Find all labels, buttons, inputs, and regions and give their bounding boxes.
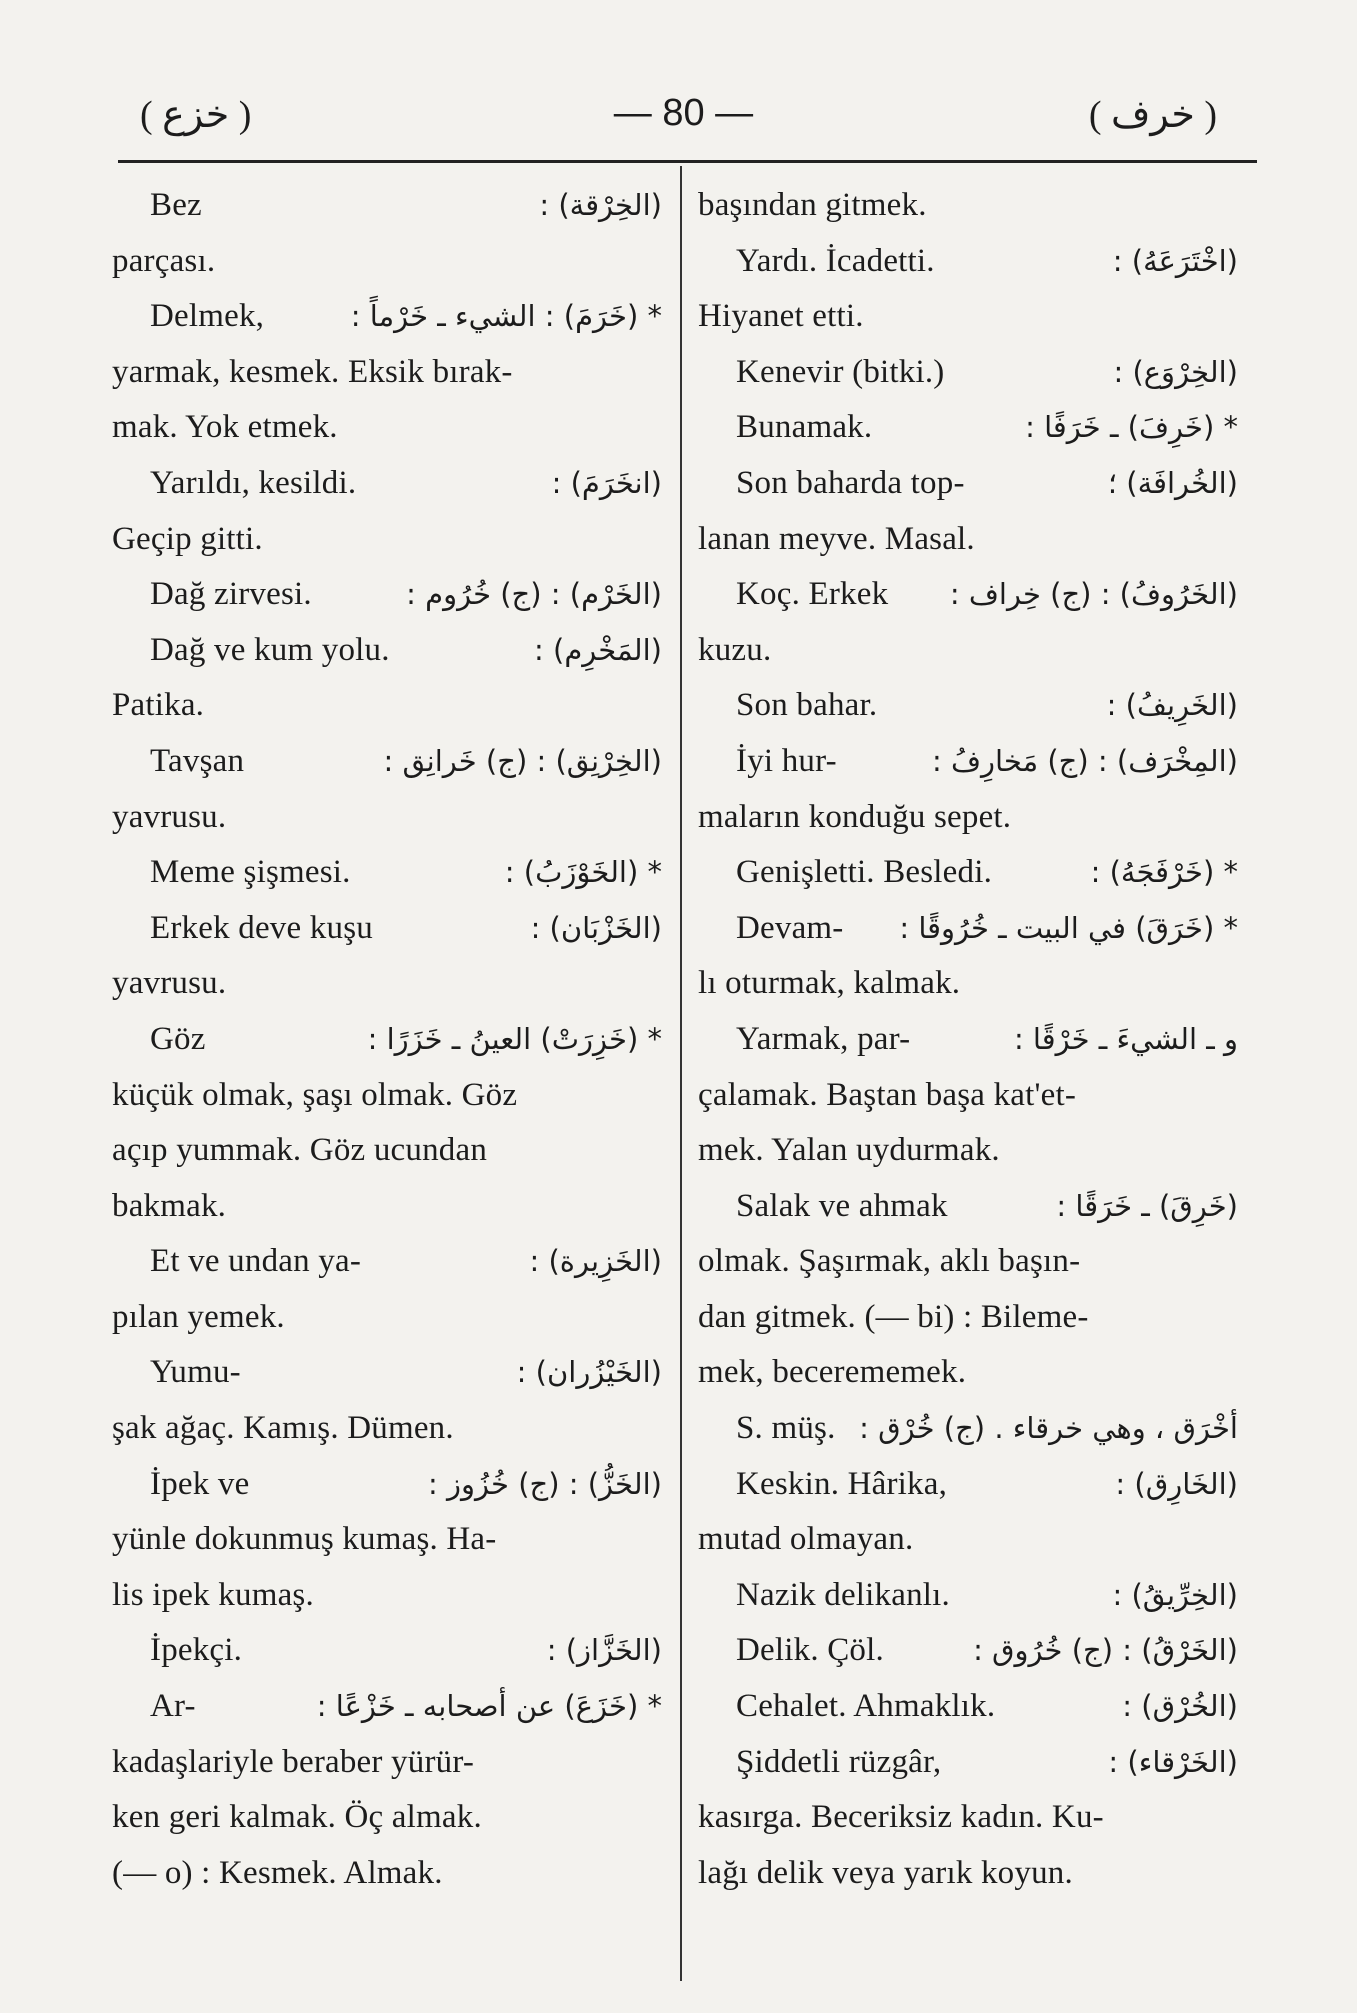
turkish-text: Tavşan xyxy=(150,742,245,779)
dictionary-line xyxy=(112,1846,662,1902)
dictionary-line xyxy=(698,234,1238,290)
turkish-text: dan gitmek. (— bi) : Bileme- xyxy=(698,1298,1089,1335)
dictionary-line xyxy=(112,1401,662,1457)
turkish-text: Delmek, xyxy=(150,298,265,335)
turkish-text: (— o) : Kesmek. Almak. xyxy=(112,1854,443,1891)
turkish-text: İpekçi. xyxy=(150,1632,243,1669)
right-guide-word: ( خرف ) xyxy=(1088,94,1217,136)
dictionary-line xyxy=(698,567,1238,623)
dictionary-line xyxy=(698,956,1238,1012)
turkish-text: Şiddetli rüzgâr, xyxy=(736,1743,942,1780)
turkish-text: Son baharda top- xyxy=(736,464,965,501)
turkish-text: kuzu. xyxy=(698,631,772,668)
dictionary-line xyxy=(112,1457,662,1513)
dictionary-line xyxy=(112,1679,662,1735)
dictionary-line xyxy=(112,512,662,568)
dictionary-line xyxy=(698,1457,1238,1513)
turkish-text: ken geri kalmak. Öç almak. xyxy=(112,1799,482,1836)
dictionary-line xyxy=(698,790,1238,846)
arabic-headword: (انخَرَمَ) : xyxy=(551,465,662,500)
turkish-text: mak. Yok etmek. xyxy=(112,409,338,446)
turkish-text: Erkek deve kuşu xyxy=(150,909,373,946)
turkish-text: lağı delik veya yarık koyun. xyxy=(698,1854,1073,1891)
dictionary-line xyxy=(698,1012,1238,1068)
dictionary-line xyxy=(698,1846,1238,1902)
arabic-headword: (الخُرافَة) ؛ xyxy=(1107,465,1238,500)
turkish-text: lı oturmak, kalmak. xyxy=(698,965,961,1002)
turkish-text: Cehalet. Ahmaklık. xyxy=(736,1688,996,1725)
turkish-text: şak ağaç. Kamış. Dümen. xyxy=(112,1410,454,1447)
arabic-headword: (الخَرُوفُ) : (ج) خِراف : xyxy=(949,577,1238,612)
dictionary-line xyxy=(112,1123,662,1179)
dictionary-line xyxy=(112,400,662,456)
turkish-text: çalamak. Baştan başa kat'et- xyxy=(698,1076,1077,1113)
arabic-headword: * (خَزَعَ) عن أصحابه ـ خَزْعًا : xyxy=(316,1689,662,1724)
dictionary-line xyxy=(112,1179,662,1235)
turkish-text: kadaşlariyle beraber yürür- xyxy=(112,1743,475,1780)
dictionary-line xyxy=(112,567,662,623)
turkish-text: İyi hur- xyxy=(736,742,837,779)
arabic-headword: (المِخْرَف) : (ج) مَخارِفُ : xyxy=(932,743,1238,778)
dictionary-line xyxy=(112,1623,662,1679)
dictionary-line xyxy=(698,512,1238,568)
arabic-headword: أخْرَق ، وهي خرقاء . (ج) خُرْق : xyxy=(859,1411,1238,1446)
turkish-text: yavrusu. xyxy=(112,798,227,835)
dictionary-line xyxy=(112,1012,662,1068)
turkish-text: parçası. xyxy=(112,242,216,279)
turkish-text: Yumu- xyxy=(150,1354,241,1391)
arabic-headword: (الخَرْم) : (ج) خُرُوم : xyxy=(406,577,662,612)
turkish-text: açıp yummak. Göz ucundan xyxy=(112,1132,488,1169)
dictionary-line xyxy=(112,678,662,734)
arabic-headword: (الخَارِق) : xyxy=(1115,1466,1238,1501)
dictionary-line xyxy=(112,901,662,957)
turkish-text: mutad olmayan. xyxy=(698,1521,914,1558)
turkish-text: Devam- xyxy=(736,909,844,946)
dictionary-line xyxy=(112,1735,662,1791)
turkish-text: kasırga. Beceriksiz kadın. Ku- xyxy=(698,1799,1104,1836)
dictionary-line xyxy=(698,289,1238,345)
turkish-text: Patika. xyxy=(112,687,205,724)
arabic-headword: (الخِرْقة) : xyxy=(539,188,662,222)
turkish-text: lis ipek kumaş. xyxy=(112,1576,314,1613)
dictionary-line xyxy=(112,345,662,401)
arabic-headword: * (خَرْفَجَهُ) : xyxy=(1090,855,1238,890)
turkish-text: Nazik delikanlı. xyxy=(736,1576,950,1613)
arabic-headword: (الخَزِيرة) : xyxy=(529,1244,662,1279)
turkish-text: Kenevir (bitki.) xyxy=(736,353,945,390)
dictionary-line xyxy=(698,1290,1238,1346)
turkish-text: Meme şişmesi. xyxy=(150,854,351,891)
dictionary-line xyxy=(112,623,662,679)
arabic-headword: (الخَزْبَان) : xyxy=(530,910,662,945)
turkish-text: Genişletti. Besledi. xyxy=(736,854,993,891)
turkish-text: Dağ ve kum yolu. xyxy=(150,631,390,668)
dictionary-line xyxy=(698,1623,1238,1679)
turkish-text: Bez xyxy=(150,187,202,223)
dictionary-line xyxy=(698,1512,1238,1568)
dictionary-line xyxy=(698,1123,1238,1179)
turkish-text: Salak ve ahmak xyxy=(736,1187,948,1224)
dictionary-line xyxy=(698,623,1238,679)
dictionary-line xyxy=(112,1068,662,1124)
dictionary-line xyxy=(698,456,1238,512)
dictionary-line xyxy=(698,1679,1238,1735)
dictionary-line xyxy=(112,289,662,345)
turkish-text: olmak. Şaşırmak, aklı başın- xyxy=(698,1243,1081,1280)
turkish-text: yünle dokunmuş kumaş. Ha- xyxy=(112,1521,497,1558)
arabic-headword: (خَرِقَ) ـ خَرَقًا : xyxy=(1056,1188,1238,1223)
arabic-headword: * (خَرَمَ) : الشيء ـ خَرْماً : xyxy=(350,299,662,334)
turkish-text: Yarıldı, kesildi. xyxy=(150,464,357,501)
dictionary-line xyxy=(698,400,1238,456)
turkish-text: mek, becerememek. xyxy=(698,1354,967,1391)
turkish-text: mek. Yalan uydurmak. xyxy=(698,1132,1000,1169)
dictionary-line xyxy=(112,1568,662,1624)
turkish-text: yavrusu. xyxy=(112,965,227,1002)
dictionary-line xyxy=(698,1790,1238,1846)
turkish-text: Yardı. İcadetti. xyxy=(736,242,935,279)
dictionary-line xyxy=(698,1345,1238,1401)
dictionary-line xyxy=(698,734,1238,790)
dictionary-line xyxy=(112,790,662,846)
dictionary-line xyxy=(698,1568,1238,1624)
arabic-headword: (الخَرْقاء) : xyxy=(1108,1744,1238,1779)
turkish-text: bakmak. xyxy=(112,1187,227,1224)
arabic-headword: (الخَرِيفُ) : xyxy=(1106,688,1238,723)
turkish-text: Delik. Çöl. xyxy=(736,1632,884,1669)
page-number: — 80 — xyxy=(613,92,754,134)
dictionary-line xyxy=(698,178,1238,234)
left-guide-word: ( خزع ) xyxy=(140,94,252,136)
turkish-text: Hiyanet etti. xyxy=(698,298,864,335)
turkish-text: küçük olmak, şaşı olmak. Göz xyxy=(112,1076,518,1113)
dictionary-line xyxy=(698,678,1238,734)
arabic-headword: (اخْتَرَعَهُ) : xyxy=(1112,243,1238,278)
turkish-text: Dağ zirvesi. xyxy=(150,576,312,613)
turkish-text: Et ve undan ya- xyxy=(150,1243,362,1280)
dictionary-line xyxy=(112,1512,662,1568)
right-column xyxy=(698,178,1238,1968)
turkish-text: İpek ve xyxy=(150,1465,250,1502)
turkish-text: maların konduğu sepet. xyxy=(698,798,1012,835)
dictionary-line xyxy=(112,1234,662,1290)
turkish-text: başından gitmek. xyxy=(698,187,927,223)
column-divider xyxy=(680,166,682,1981)
arabic-headword: (الخِرْنِق) : (ج) خَرانِق : xyxy=(383,743,662,778)
page-header xyxy=(120,92,1247,152)
dictionary-line xyxy=(112,234,662,290)
arabic-headword: (الخِرْوَع) : xyxy=(1113,354,1238,389)
turkish-text: Yarmak, par- xyxy=(736,1020,911,1057)
dictionary-line xyxy=(112,734,662,790)
dictionary-line xyxy=(112,1790,662,1846)
dictionary-line xyxy=(698,1735,1238,1791)
turkish-text: Keskin. Hârika, xyxy=(736,1465,948,1502)
dictionary-line xyxy=(698,845,1238,901)
arabic-headword: * (خَرِفَ) ـ خَرَفًا : xyxy=(1025,410,1238,445)
dictionary-line xyxy=(698,345,1238,401)
arabic-headword: (الخَيْزُران) : xyxy=(516,1355,662,1390)
dictionary-line xyxy=(112,178,662,234)
turkish-text: S. müş. xyxy=(736,1410,836,1447)
header-rule xyxy=(118,160,1257,163)
dictionary-line xyxy=(112,845,662,901)
arabic-headword: (الخَزَّاز) : xyxy=(546,1633,662,1668)
turkish-text: Son bahar. xyxy=(736,687,878,724)
arabic-headword: * (خَرَقَ) في البيت ـ خُرُوقًا : xyxy=(899,910,1238,945)
dictionary-line xyxy=(112,1290,662,1346)
turkish-text: lanan meyve. Masal. xyxy=(698,520,975,557)
arabic-headword: (الخِرِّيقُ) : xyxy=(1112,1577,1238,1612)
turkish-text: yarmak, kesmek. Eksik bırak- xyxy=(112,353,513,390)
dictionary-line xyxy=(698,1234,1238,1290)
turkish-text: Geçip gitti. xyxy=(112,520,263,557)
dictionary-line xyxy=(698,1401,1238,1457)
arabic-headword: * (الخَوْزَبُ) : xyxy=(504,855,662,890)
arabic-headword: * (خَزِرَتْ) العينُ ـ خَزَرًا : xyxy=(367,1021,662,1056)
arabic-headword: (الخَزُّ) : (ج) خُزُوز : xyxy=(428,1466,662,1501)
arabic-headword: (الخُرْق) : xyxy=(1122,1689,1238,1724)
turkish-text: Bunamak. xyxy=(736,409,873,446)
dictionary-line xyxy=(698,1068,1238,1124)
dictionary-line xyxy=(112,1345,662,1401)
arabic-headword: (الخَرْقُ) : (ج) خُرُوق : xyxy=(973,1633,1238,1668)
dictionary-line xyxy=(698,901,1238,957)
dictionary-line xyxy=(112,456,662,512)
turkish-text: Ar- xyxy=(150,1688,196,1725)
arabic-headword: و ـ الشيءَ ـ خَرْقًا : xyxy=(1013,1021,1238,1056)
turkish-text: Göz xyxy=(150,1020,206,1057)
dictionary-line xyxy=(112,956,662,1012)
dictionary-line xyxy=(698,1179,1238,1235)
arabic-headword: (المَخْرِم) : xyxy=(534,632,662,667)
turkish-text: Koç. Erkek xyxy=(736,576,889,613)
turkish-text: pılan yemek. xyxy=(112,1298,285,1335)
left-column xyxy=(112,178,662,1968)
